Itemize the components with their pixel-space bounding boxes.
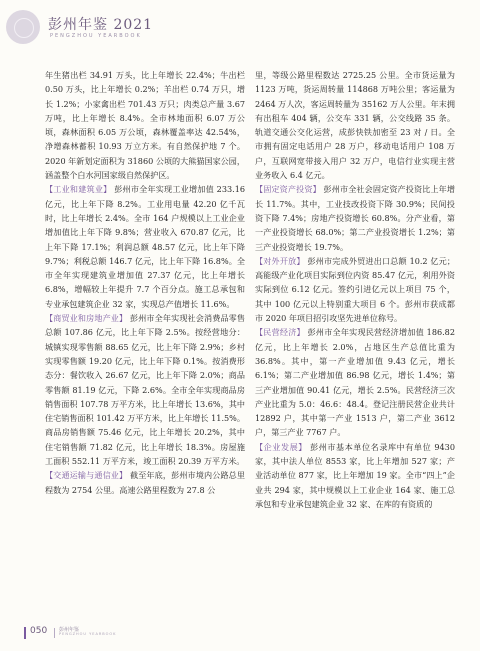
section-commerce bbox=[45, 311, 245, 468]
section-investment bbox=[255, 182, 455, 253]
section-private-economy bbox=[255, 325, 455, 439]
section-heading: 【固定资产投资】 bbox=[255, 184, 321, 195]
right-column bbox=[255, 68, 455, 511]
footer-divider bbox=[54, 628, 55, 638]
section-body: 彭州市全年实现民营经济增加值 186.82 亿元，比上年增长 2.0%，占地区生产总值比重为 36.8%。其中，第一产业增加值 9.43 亿元，增长 6.1%；第二产业增加值 86.98 亿元，增长 1.4%；第三产业增加值 90.41 亿元，增长 2.5%。民营经济三次产业比重为 5.0：46.6：48.4。登记注册民营企业共计 12892 户，其中第一产业 1513 户，第二产业 3612 户，第三产业 7767 户。 bbox=[255, 327, 455, 438]
footer-subtitle: PENGZHOU YEARBOOK bbox=[59, 632, 117, 636]
section-heading: 【工业和建筑业】 bbox=[45, 184, 112, 195]
section-heading: 【交通运输与通信业】 bbox=[45, 470, 128, 481]
paragraph-transport-cont: 里，等级公路里程数达 2725.25 公里。全市货运量为 1123 万吨，货运周转量 114868 万吨公里；客运量为 2464 万人次，客运周转量为 35162 万人公里。年末拥有出租车 404 辆，公交车 331 辆，公交线路 35 条。轨道交通公交化运营，成彭快铁加密至 23 对 / 日。全市拥有固定电话用户 28 万户，移动电话用户 108 万户，互联网宽带接入用户 32 万户，电信行业实现主营业务收入 6.4 亿元。 bbox=[255, 70, 455, 181]
running-subtitle: PENGZHOU YEARBOOK bbox=[50, 33, 142, 39]
section-heading: 【对外开放】 bbox=[255, 255, 305, 266]
section-body: 彭州市完成外贸进出口总额 10.2 亿元；高能级产业化项目实际到位内资 85.47 亿元，利用外资实际到位 6.12 亿元。签约引进亿元以上项目 75 个，其中 100 亿元以上特别重大项目 6 个。彭州市获成都市 2020 年项目招引攻坚先进单位称号。 bbox=[255, 255, 455, 324]
page-number-bar bbox=[24, 627, 26, 639]
section-body: 彭州市基本单位名录库中有单位 9430 家，其中法人单位 8553 家，比上年增加 527 家；产业活动单位 877 家，比上年增加 19 家。全市“四上”企业共 294 家，其中规模以上工业企业 164 家、施工总承包和专业承包建筑企业 32 家、在库的有资质的 bbox=[255, 441, 455, 509]
section-heading: 【企业发展】 bbox=[255, 441, 307, 452]
paragraph-agriculture: 年生猪出栏 34.91 万头，比上年增长 22.4%；牛出栏 0.50 万头，比上年增长 0.2%；羊出栏 0.74 万只，增长 1.2%；小家禽出栏 701.43 万只；肉类总产量 3.67 万吨，比上年增长 8.4%。全市林地面积 6.07 万公顷，森林面积 6.05 万公顷，森林覆盖率达 42.54%，净增森林蓄积 10.93 万立方米。有自然保护地 7 个。2020 年新划定面积为 31860 公顷的大熊猫国家公园，涵盖整个白水河国家级自然保护区。 bbox=[45, 70, 245, 181]
section-heading: 【商贸业和房地产业】 bbox=[45, 313, 128, 324]
section-heading: 【民营经济】 bbox=[255, 327, 305, 338]
section-body: 彭州市全年实现社会消费品零售总额 107.86 亿元，比上年下降 2.5%。按经营地分：城镇实现零售额 88.65 亿元，比上年下降 2.9%；乡村实现零售额 19.20 亿元，比上年下降 0.1%。按消费形态分：餐饮收入 26.67 亿元，比上年下降 2.0%；商品零售额 81.19 亿元，下降 2.6%。全市全年实现商品房销售面积 107.78 万平方米，比上年增长 13.6%，其中住宅销售面积 101.42 万平方米，比上年增长 11.5%。商品房销售额 75.46 亿元，比上年增长 20.2%，其中住宅销售额 71.82 亿元，比上年增长 18.3%。房屋施工面积 552.11 万平方米，竣工面积 20.39 万平方米。 bbox=[45, 313, 245, 467]
section-industry bbox=[45, 182, 245, 311]
section-body: 彭州市全年实现工业增加值 233.16 亿元，比上年下降 8.2%。工业用电量 42.20 亿千瓦时，比上年增长 2.4%。全市 164 户规模以上工业企业增加值比上年下降 9.8%；营业收入 670.87 亿元，比上年下降 17.1%；利润总额 48.57 亿元，比上年下降 9.7%；利税总额 146.7 亿元，比上年下降 16.8%。全市全年实现建筑业增加值 27.37 亿元，比上年增长 6.8%，增幅较上年提升 7.7 个百分点。施工总承包和专业承包建筑企业 32 家，实现总产值增长 11.6%。 bbox=[45, 184, 245, 309]
section-opening-up bbox=[255, 254, 455, 325]
yearbook-emblem bbox=[6, 10, 40, 44]
running-title: 彭州年鉴 2021 bbox=[48, 17, 154, 33]
page-number: 050 bbox=[30, 626, 48, 636]
section-body: 截至年底，彭州市境内公路总里程数为 2754 公里。高速公路里程数为 27.8 公 bbox=[45, 470, 245, 495]
page-header bbox=[0, 0, 480, 58]
left-column bbox=[45, 68, 245, 497]
footer-title: 彭州年鉴 bbox=[59, 627, 80, 633]
section-body: 彭州市全社会固定资产投资比上年增长 11.7%。其中，工业技改投资下降 30.9%；民间投资下降 7.4%；房地产投资增长 60.8%。分产业看，第一产业投资增长 68.0%；第二产业投资增长 1.2%；第三产业投资增长 19.7%。 bbox=[255, 184, 455, 252]
section-transport bbox=[45, 468, 245, 497]
section-enterprise bbox=[255, 440, 455, 511]
